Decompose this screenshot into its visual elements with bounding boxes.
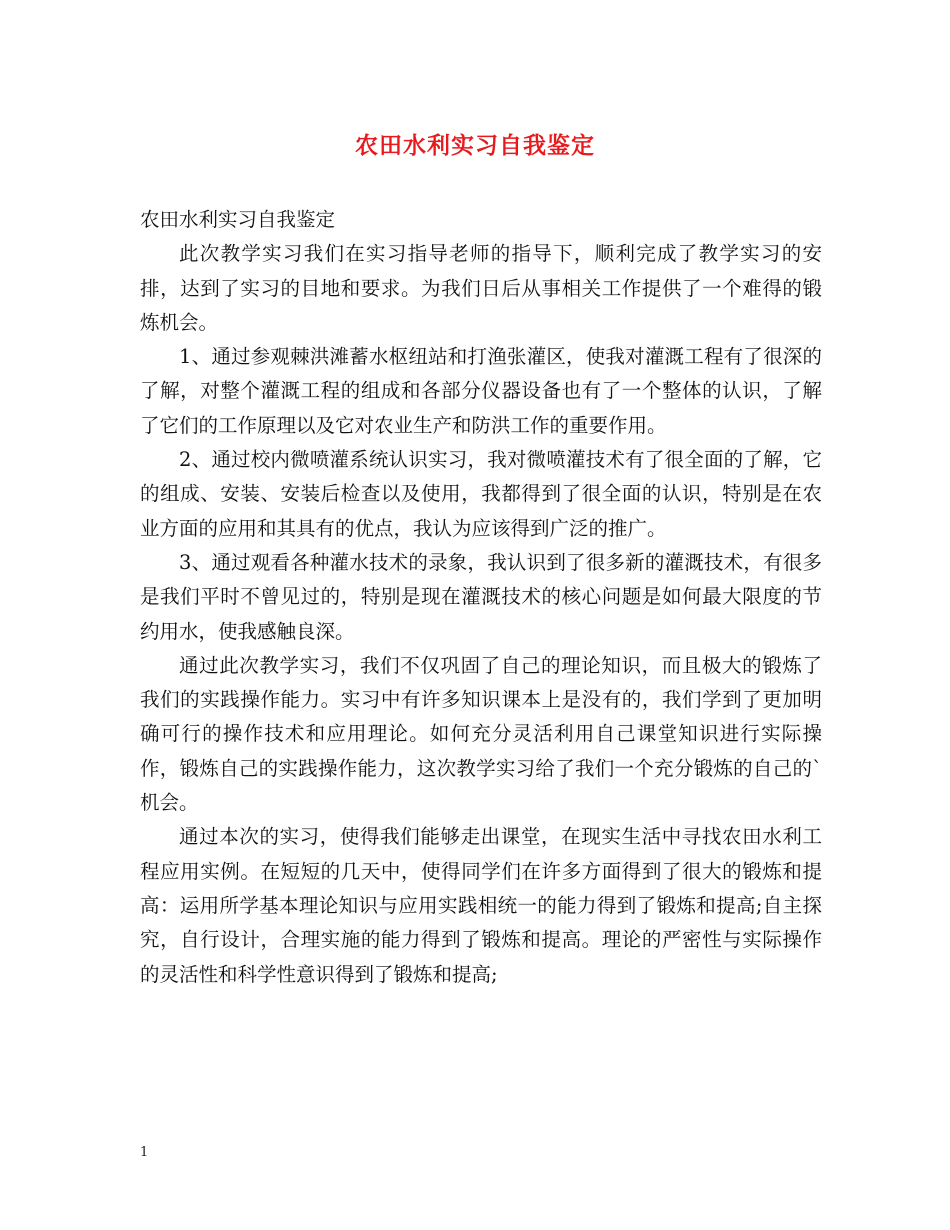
page-number: 1 <box>140 1145 149 1160</box>
paragraph-conclusion: 通过本次的实习，使得我们能够走出课堂，在现实生活中寻找农田水利工程应用实例。在短短的几天中，使得同学们在许多方面得到了很大的锻炼和提高：运用所学基本理论知识与应用实践相统一的能力得到了锻炼和提高;自主探究，自行设计，合理实施的能力得到了锻炼和提高。理论的严密性与实际操作的灵活性和科学性意识得到了锻炼和提高; <box>140 825 822 986</box>
document-body <box>140 203 822 992</box>
paragraph-point-2: 2、通过校内微喷灌系统认识实习，我对微喷灌技术有了很全面的了解，它的组成、安装、安装后检查以及使用，我都得到了很全面的认识，特别是在农业方面的应用和其具有的优点，我认为应该得到广泛的推广。 <box>140 448 822 540</box>
paragraph-intro: 此次教学实习我们在实习指导老师的指导下，顺利完成了教学实习的安排，达到了实习的目地和要求。为我们日后从事相关工作提供了一个难得的锻炼机会。 <box>140 242 822 334</box>
paragraph-point-3: 3、通过观看各种灌水技术的录象，我认识到了很多新的灌溉技术，有很多是我们平时不曾见过的，特别是现在灌溉技术的核心问题是如何最大限度的节约用水，使我感触良深。 <box>140 550 822 643</box>
document-subtitle: 农田水利实习自我鉴定 <box>140 208 336 231</box>
paragraph-summary: 通过此次教学实习，我们不仅巩固了自己的理论知识，而且极大的锻炼了我们的实践操作能力。实习中有许多知识课本上是没有的，我们学到了更加明确可行的操作技术和应用理论。如何充分灵活利用自己课堂知识进行实际操作，锻炼自己的实践操作能力，这次教学实习给了我们一个充分锻炼的自己的`机会。 <box>140 653 822 815</box>
paragraph-point-1: 1、通过参观棘洪滩蓄水枢纽站和打渔张灌区，使我对灌溉工程有了很深的了解，对整个灌溉工程的组成和各部分仪器设备也有了一个整体的认识，了解了它们的工作原理以及它对农业生产和防洪工作的重要作用。 <box>140 345 822 437</box>
page-title: 农田水利实习自我鉴定 <box>355 132 595 159</box>
